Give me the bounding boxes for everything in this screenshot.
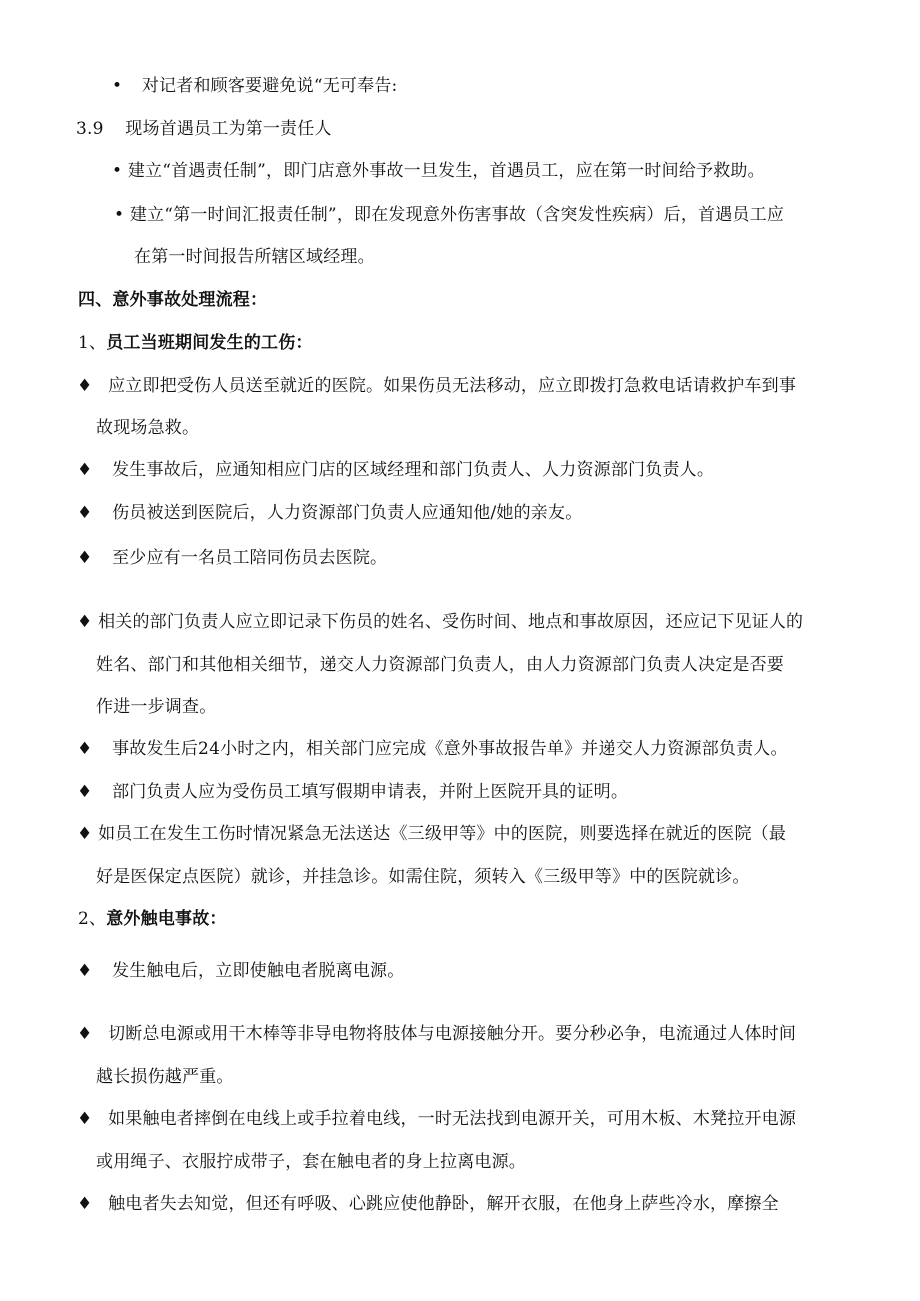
section-title: 现场首遇员工为第一责任人 bbox=[125, 119, 332, 139]
bullet-dot-icon: • bbox=[112, 76, 123, 96]
item-continuation: 作进一步调查。 bbox=[96, 697, 217, 717]
item-text: 发生事故后，应通知相应门店的区域经理和部门负责人、人力资源部门负责人。 bbox=[112, 460, 715, 480]
item-continuation: 越长损伤越严重。 bbox=[96, 1067, 234, 1087]
diamond-item bbox=[77, 547, 387, 569]
diamond-bullet-icon: ♦ bbox=[77, 1194, 93, 1214]
diamond-bullet-icon: ♦ bbox=[77, 782, 93, 802]
bullet-text: 建立“首遇责任制”，即门店意外事故一旦发生，首遇员工，应在第一时间给予救助。 bbox=[127, 161, 765, 181]
item-text: 切断总电源或用干木棒等非导电物将肢体与电源接触分开。要分秒必争，电流通过人体时间 bbox=[108, 1024, 797, 1044]
item-text: 伤员被送到医院后，人力资源部门负责人应通知他/她的亲友。 bbox=[112, 503, 583, 523]
diamond-item bbox=[77, 502, 582, 524]
item-text: 发生触电后，立即使触电者脱离电源。 bbox=[112, 961, 405, 981]
item-text: 触电者失去知觉，但还有呼吸、心跳应使他静卧，解开衣服，在他身上萨些冷水，摩擦全 bbox=[108, 1194, 779, 1214]
bullet-item bbox=[112, 75, 397, 97]
subsection-heading bbox=[78, 908, 227, 930]
diamond-bullet-icon: ♦ bbox=[77, 376, 93, 396]
diamond-bullet-icon: ♦ bbox=[77, 460, 93, 480]
diamond-bullet-icon: ♦ bbox=[77, 548, 93, 568]
item-text: 如果触电者摔倒在电线上或手拉着电线，一时无法找到电源开关，可用木板、木凳拉开电源 bbox=[108, 1109, 797, 1129]
diamond-item bbox=[77, 1023, 796, 1045]
diamond-item bbox=[77, 738, 788, 760]
diamond-item bbox=[77, 375, 796, 397]
diamond-item bbox=[77, 611, 803, 633]
diamond-bullet-icon: ♦ bbox=[77, 739, 93, 759]
subsection-number: 1、 bbox=[78, 333, 107, 353]
bullet-dot-icon: • bbox=[114, 205, 125, 225]
section-number: 3.9 bbox=[76, 119, 104, 139]
bullet-continuation: 在第一时间报告所辖区域经理。 bbox=[134, 247, 375, 267]
bullet-item bbox=[112, 160, 765, 182]
diamond-bullet-icon: ♦ bbox=[77, 612, 93, 632]
bullet-item bbox=[114, 204, 784, 226]
item-text: 至少应有一名员工陪同伤员去医院。 bbox=[112, 548, 388, 568]
item-text: 部门负责人应为受伤员工填写假期申请表，并附上医院开具的证明。 bbox=[112, 782, 629, 802]
item-continuation: 或用绳子、衣服拧成带子，套在触电者的身上拉离电源。 bbox=[96, 1152, 526, 1172]
diamond-item bbox=[77, 823, 786, 845]
item-text: 应立即把受伤人员送至就近的医院。如果伤员无法移动，应立即拨打急救电话请救护车到事 bbox=[108, 376, 797, 396]
diamond-bullet-icon: ♦ bbox=[77, 824, 93, 844]
section-heading bbox=[76, 118, 332, 140]
subsection-number: 2、 bbox=[78, 909, 107, 929]
diamond-item bbox=[77, 1108, 796, 1130]
bullet-dot-icon: • bbox=[112, 161, 123, 181]
item-continuation: 故现场急救。 bbox=[96, 418, 200, 438]
item-text: 事故发生后24小时之内，相关部门应完成《意外事故报告单》并递交人力资源部负责人。 bbox=[112, 739, 788, 759]
item-continuation: 姓名、部门和其他相关细节，递交人力资源部门负责人，由人力资源部门负责人决定是否要 bbox=[96, 655, 784, 675]
diamond-item bbox=[77, 1193, 779, 1215]
diamond-bullet-icon: ♦ bbox=[77, 1024, 93, 1044]
diamond-item bbox=[77, 960, 404, 982]
item-text: 如员工在发生工伤时情况紧急无法送达《三级甲等》中的医院，则要选择在就近的医院（最 bbox=[98, 824, 787, 844]
diamond-item bbox=[77, 781, 628, 803]
bullet-text: 对记者和顾客要避免说“无可奉告: bbox=[141, 76, 398, 96]
diamond-bullet-icon: ♦ bbox=[77, 1109, 93, 1129]
diamond-bullet-icon: ♦ bbox=[77, 961, 93, 981]
subsection-title: 员工当班期间发生的工伤： bbox=[106, 333, 313, 353]
diamond-item bbox=[77, 459, 714, 481]
item-text: 相关的部门负责人应立即记录下伤员的姓名、受伤时间、地点和事故原因，还应记下见证人的 bbox=[98, 612, 804, 632]
chapter-heading: 四、意外事故处理流程： bbox=[78, 290, 268, 310]
subsection-title: 意外触电事故： bbox=[106, 909, 227, 929]
item-continuation: 好是医保定点医院）就诊，并挂急诊。如需住院，须转入《三级甲等》中的医院就诊。 bbox=[96, 867, 750, 887]
subsection-heading bbox=[78, 332, 313, 354]
bullet-text: 建立“第一时间汇报责任制”，即在发现意外伤害事故（含突发性疾病）后，首遇员工应 bbox=[129, 205, 785, 225]
diamond-bullet-icon: ♦ bbox=[77, 503, 93, 523]
